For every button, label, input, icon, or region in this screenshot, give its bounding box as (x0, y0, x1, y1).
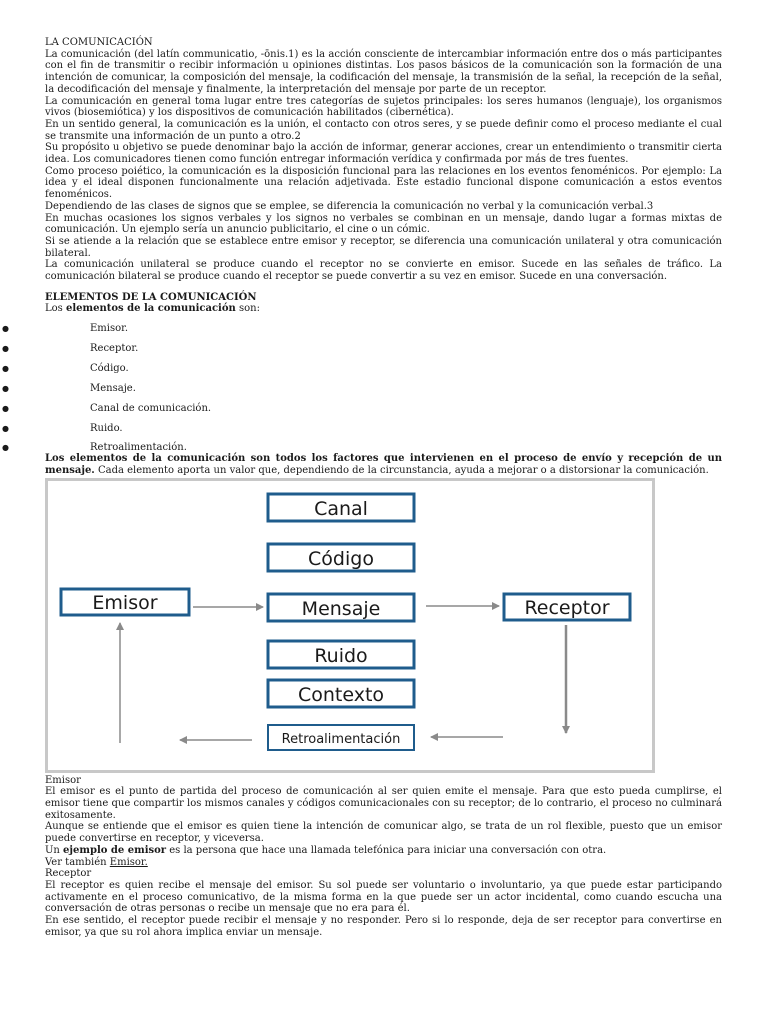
diagram-svg (48, 481, 652, 770)
communication-diagram (45, 478, 655, 773)
paragraph: Como proceso poiético, la comunicación es la disposición funcional para las relaciones en los eventos fenoménicos. Por ejemplo: La idea y el ideal disponen funcionalmente una relación adjetivada. Este estadio funcional dispone comunicación a estos eventos fenoménicos. (45, 165, 722, 201)
section-heading: ELEMENTOS DE LA COMUNICACIÓN (45, 291, 257, 303)
intro-bold: elementos de la comunicación (65, 303, 236, 315)
paragraph: Aunque se entiende que el emisor es quien tiene la intención de comunicar algo, se trata de un rol flexible, puesto que un emisor puede convertirse en receptor, y viceversa. (45, 821, 722, 845)
summary-text: Cada elemento aporta un valor que, dependiendo de la circunstancia, ayuda a mejorar o a distorsionar la comunicación. (94, 464, 709, 476)
example-bold: ejemplo de emisor (63, 844, 167, 856)
receptor-heading: Receptor (45, 868, 92, 880)
intro-text: Los (45, 303, 66, 315)
intro-text: son: (235, 303, 260, 315)
bullet-icon: ● (2, 443, 9, 453)
bullet-icon: ● (2, 384, 9, 394)
elements-list (2, 319, 722, 454)
bullet-icon: ● (2, 344, 9, 354)
example-paragraph: Un ejemplo de emisor es la persona que hace una llamada telefónica para iniciar una conversación con otra. (45, 844, 607, 856)
list-item: ● Ruido. (45, 419, 722, 439)
paragraph: La comunicación unilateral se produce cuando el receptor no se convierte en emisor. Sucede en las señales de tráfico. La comunicación bilateral se produce cuando el receptor se puede convertir a su vez en emisor. Sucede en una conversación. (45, 259, 722, 283)
paragraph: En un sentido general, la comunicación es la unión, el contacto con otros seres, y se puede definir como el proceso mediante el cual se transmite una información de un punto a otro.2 (45, 118, 722, 142)
mensaje-label: Mensaje (301, 597, 381, 620)
paragraph: La comunicación en general toma lugar entre tres categorías de sujetos principales: los seres humanos (lenguaje), los organismos vivos (biosemiótica) y los dispositivos de comunicación habilitados (cibernética). (45, 95, 722, 119)
paragraph: La comunicación (del latín communicatio, -ōnis.1) es la acción consciente de intercambiar información entre dos o más participantes con el fin de transmitir o recibir información u opiniones distintas. Los pasos básicos de la comunicación son la formación de una intención de comunicar, la composición del mensaje, la codificación del mensaje, la transmisión de la señal, la recepción de la señal, la decodificación del mensaje y finalmente, la interpretación del mensaje por parte de un receptor. (45, 48, 722, 95)
contexto-label: Contexto (297, 683, 385, 706)
paragraph: Dependiendo de las clases de signos que se emplee, se diferencia la comunicación no verbal y la comunicación verbal.3 (45, 200, 654, 212)
paragraph: Su propósito u objetivo se puede denominar bajo la acción de informar, generar acciones, crear un entendimiento o transmitir cierta idea. Los comunicadores tienen como función entregar información verídica y confirmada por más de tres fuentes. (45, 142, 722, 166)
list-item: ● Código. (45, 359, 722, 379)
summary-bold: Los elementos de la comunicación son todos los factores que intervienen en el proceso de envío y recepción de un mensaje. (45, 453, 722, 476)
canal-label: Canal (314, 497, 368, 520)
paragraph: El receptor es quien recibe el mensaje del emisor. Su sol puede ser voluntario o involuntario, ya que puede estar participando activamente en el proceso comunicativo, de la misma forma en la que puede ser un actor incidental, como cuando escucha una conversación de otras personas o recibe un mensaje que no era para él. (45, 879, 722, 915)
bullet-icon: ● (2, 404, 9, 414)
document-page (2, 37, 722, 938)
paragraph: El emisor es el punto de partida del proceso de comunicación al ser quien emite el mensaje. Para que esto pueda cumplirse, el emisor tiene que compartir los mismos canales y códigos comunicacionales con su receptor; de lo contrario, el proceso no culminará exitosamente. (45, 786, 722, 821)
ruido-label: Ruido (314, 644, 368, 667)
codigo-label: Código (308, 547, 374, 570)
paragraph: En ese sentido, el receptor puede recibir el mensaje y no responder. Pero si lo responde, deja de ser receptor para convertirse en emisor, ya que su rol ahora implica enviar un mensaje. (45, 915, 722, 938)
retroalimentacion-label: Retroalimentación (281, 731, 401, 747)
list-intro (45, 303, 722, 315)
receptor-label: Receptor (524, 596, 610, 619)
list-item: ● Mensaje. (45, 379, 722, 399)
see-also: Ver también Emisor. (45, 856, 148, 868)
emisor-link[interactable]: Emisor. (109, 856, 148, 868)
list-item: ● Receptor. (45, 339, 722, 359)
list-item: ● Canal de comunicación. (45, 399, 722, 419)
document-title: LA COMUNICACIÓN (45, 37, 153, 48)
paragraph: En muchas ocasiones los signos verbales y los signos no verbales se combinan en un mensaje, dando lugar a formas mixtas de comunicación. Un ejemplo sería un anuncio publicitario, el cine o un cómic. (45, 212, 722, 236)
paragraph: Si se atiende a la relación que se establece entre emisor y receptor, se diferencia una comunicación unilateral y otra comunicación bilateral. (45, 235, 722, 259)
list-item: ● Emisor. (45, 319, 722, 339)
emisor-heading: Emisor (45, 774, 81, 786)
bullet-icon: ● (2, 364, 9, 374)
bullet-icon: ● (2, 424, 9, 434)
list-item: ● Retroalimentación. (45, 439, 722, 453)
bullet-icon: ● (2, 324, 9, 334)
emisor-label: Emisor (92, 591, 158, 614)
